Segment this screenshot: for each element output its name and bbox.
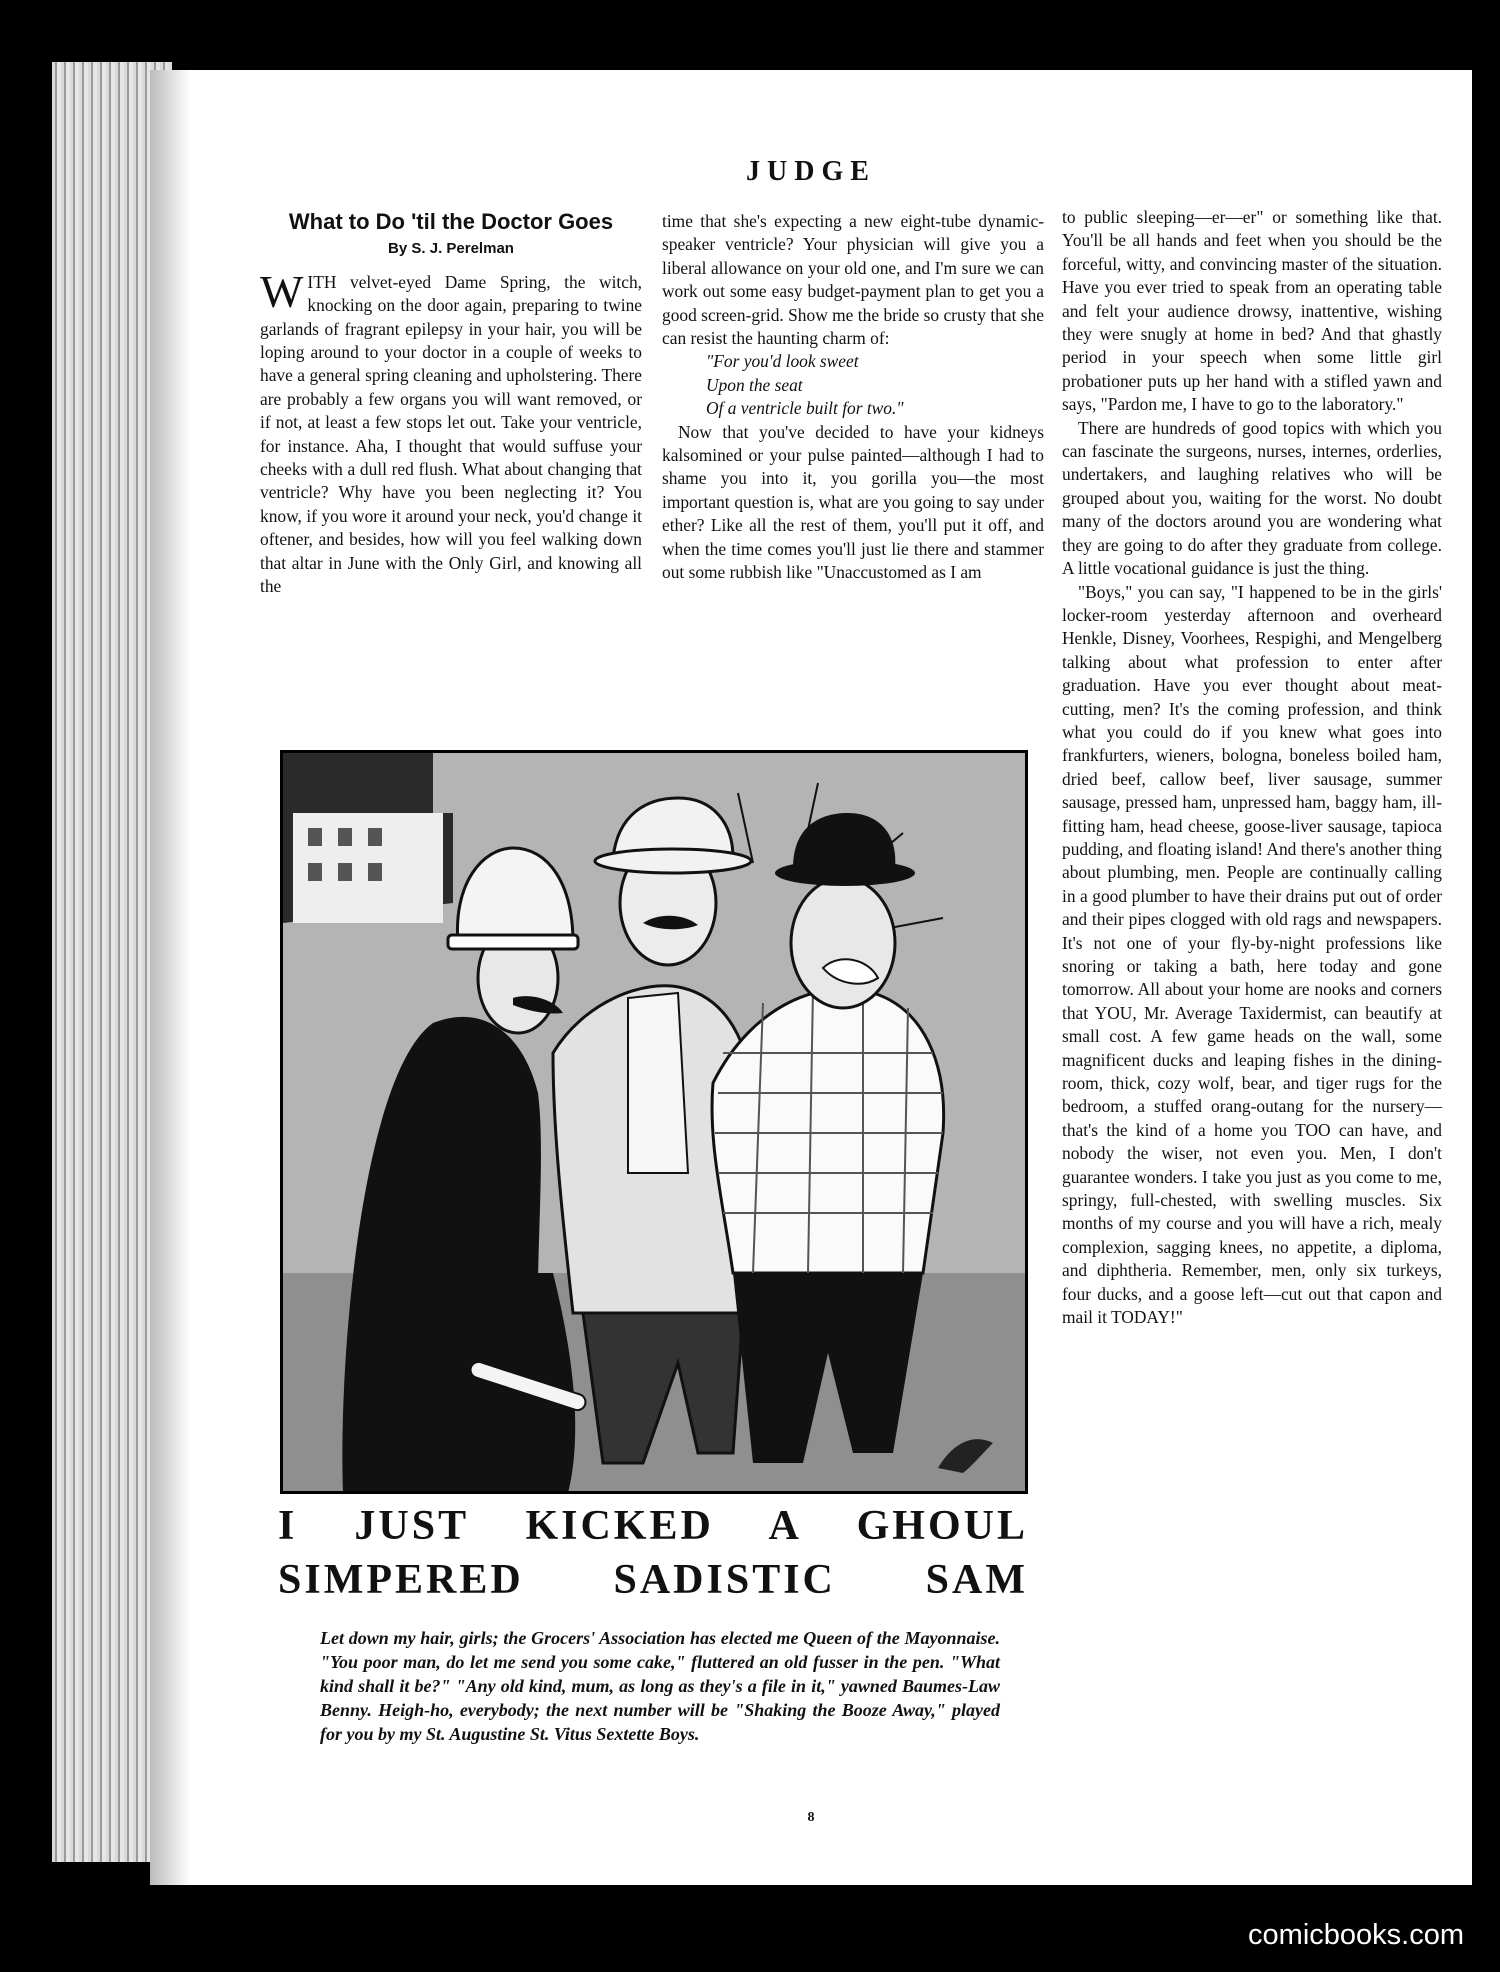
running-head: JUDGE (746, 156, 876, 187)
cartoon-drawing (283, 753, 1025, 1491)
watermark: comicbooks.com (1248, 1919, 1464, 1951)
cartoon-caption-line-1: I JUST KICKED A GHOUL (278, 1503, 1028, 1549)
verse-line-3: Of a ventricle built for two." (706, 398, 904, 419)
column-3-paragraph-1: to public sleeping—er—er" or something like that. You'll be all hands and feet when you should be the forceful, witty, and convincing master of the situation. Have you ever tried to speak from an operating table and felt your audience drowsy, inattentive, wishing they were snugly at home in bed? And that ghastly period in your speech when some little girl probationer puts up her hand with a stifled yawn and says, "Pardon me, I have to go to the laboratory." (1062, 207, 1442, 415)
article-title: What to Do 'til the Doctor Goes (288, 209, 614, 234)
article-byline: By S. J. Perelman (388, 240, 514, 258)
drop-cap: W (260, 265, 304, 317)
column-2-paragraph-1: time that she's expecting a new eight-tube dynamic-speaker ventricle? Your physician will give you a liberal allowance on your old one, and I'm sure we can work out some easy budget-payment plan to get you a good screen-grid. Show me the bride so crusty that she can resist the haunting charm of: (662, 211, 1044, 349)
column-2-paragraph-2: Now that you've decided to have your kidneys kalsomined or your pulse painted—although I had to shame you into it, you gorilla you—the most important question is, what are you going to say under ether? Like all the rest of them, you'll put it off, and when the time comes you'll just lie there and stammer out some rubbish like "Unaccustomed as I am (662, 421, 1044, 583)
magazine-page (150, 70, 1472, 1885)
page-gutter-shadow (150, 70, 190, 1885)
cartoon-blurb: Let down my hair, girls; the Grocers' Association has elected me Queen of the Mayonnaise. "You poor man, do let me send you some cake," fluttered an old fusser in the pen. "What kind shall it be?" "Any old kind, mum, as long as they's a file in it," yawned Baumes-Law Benny. Heigh-ho, everybody; the next number will be "Shaking the Booze Away," played for you by my St. Augustine St. Vitus Sextette Boys. (320, 1628, 1000, 1744)
first-paragraph (260, 265, 642, 599)
column-2 (662, 210, 1044, 585)
page-number: 8 (807, 1810, 815, 1825)
column-3-paragraph-2: There are hundreds of good topics with which you can fascinate the surgeons, nurses, internes, orderlies, undertakers, and laughing relatives who will be grouped about you, waiting for the worst. No doubt many of the doctors around you are wondering what they are going to do after they graduate from college. A little vocational guidance is just the thing. (1062, 417, 1442, 579)
column-1 (260, 210, 642, 599)
column-3-paragraph-3: "Boys," you can say, "I happened to be in the girls' locker-room yesterday afternoon and overheard Henkle, Disney, Voorhees, Respighi, and Mengelberg talking about what profession to enter after graduation. Have you ever thought about meat-cutting, men? It's the coming profession, and think what you could do if you knew what goes into frankfurters, wieners, bologna, boneless boiled ham, dried beef, callow beef, liver sausage, summer sausage, pressed ham, unpressed ham, baggy ham, ill-fitting ham, head cheese, goose-liver sausage, tapioca pudding, and floating island! And there's another thing about plumbing, men. People are continually calling in a good plumber to have their drains put out of order and their pipes clogged with old rags and newspapers. It's not one of your fly-by-night professions like snoring or taking a bath, here today and gone tomorrow. All about your home are nooks and corners that YOU, Mr. Average Taxidermist, can beautify at small cost. A few game heads on the wall, some magnificent ducks and leaping fishes in the dining-room, thick, cozy wolf, bear, and tiger rugs for the bedroom, a stuffed orang-outang for the nursery—that's the kind of a home you TOO can have, and nobody the wiser, not even you. Men, I don't guarantee wonders. I take you just as you come to me, springy, full-chested, with swelling muscles. Six months of my course and you will have a rich, mealy complexion, sagging knees, no appetite, a diploma, and diphtheria. Remember, men, only six turkeys, four ducks, and a goose left—cut out that capon and mail it TODAY!" (1062, 581, 1442, 1328)
cartoon-illustration (280, 750, 1028, 1494)
cartoon-caption-line-2: SIMPERED SADISTIC SAM (278, 1557, 1028, 1603)
verse-line-1: "For you'd look sweet (706, 351, 859, 372)
first-paragraph-text: ITH velvet-eyed Dame Spring, the witch, knocking on the door again, preparing to twine garlands of fragrant epilepsy in your hair, you will be loping around to your doctor in a couple of weeks to have a general spring cleaning and upholstering. There are probably a few organs you will want removed, or if not, at least a few stops let out. Take your ventricle, for instance. Aha, I thought that would suffuse your cheeks with a dull red flush. What about changing that ventricle? Why have you been neglecting it? You know, if you wore it around your neck, you'd change it oftener, and besides, how will you feel walking down that altar in June with the Only Girl, and knowing all the (260, 271, 642, 597)
column-3 (1062, 206, 1442, 1330)
verse-line-2: Upon the seat (706, 374, 803, 395)
